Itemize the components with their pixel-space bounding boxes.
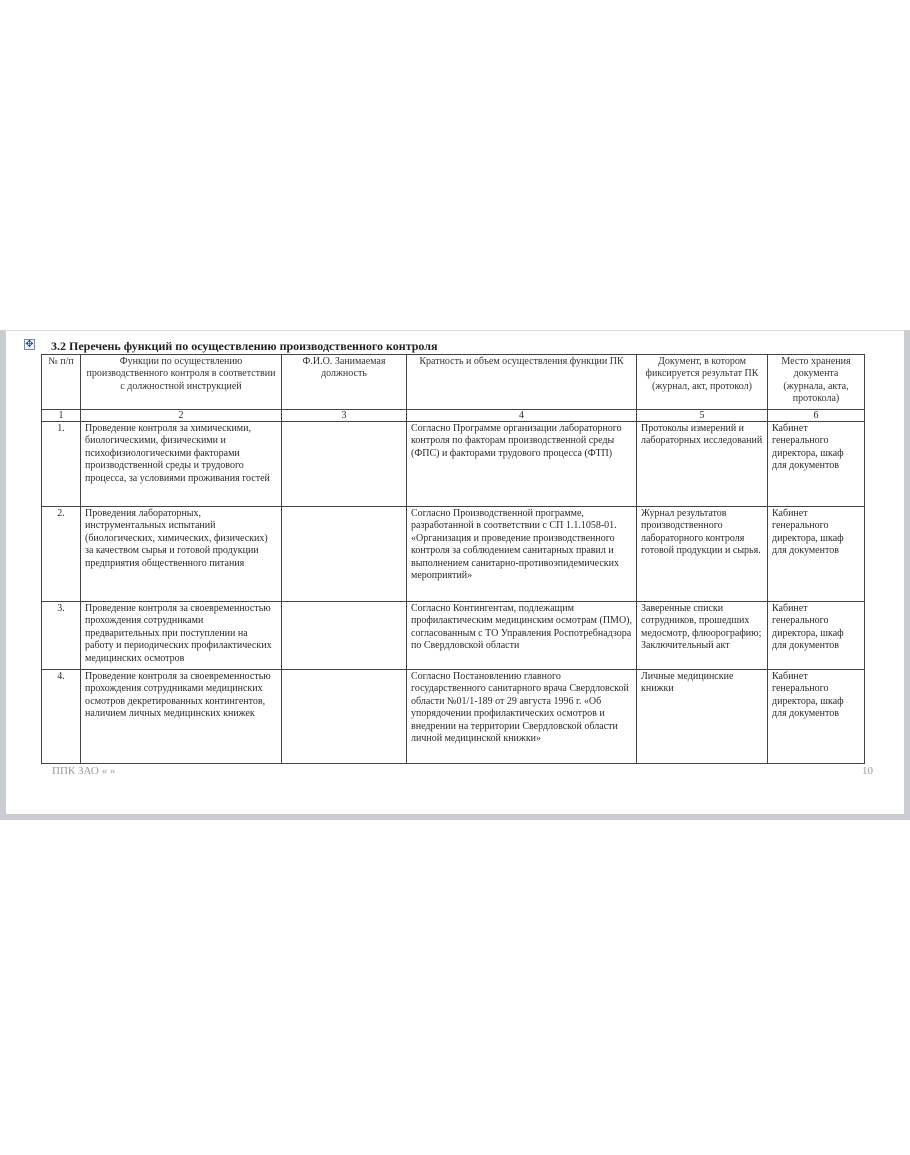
- table-header-row: [42, 355, 865, 410]
- row-frequency: Согласно Программе организации лабораторного контроля по факторам производственной среды (ФПС) и факторами трудового процесса (ФТП): [407, 422, 637, 507]
- row-frequency: Согласно Постановлению главного государственного санитарного врача Свердловской области №01/1-189 от 29 августа 1996 г. «Об упорядочении профилактических осмотров и внедрении на территории Свердловской области личной медицинской книжки»: [407, 670, 637, 764]
- row-document: Личные медицинские книжки: [637, 670, 768, 764]
- row-function: Проведение контроля за химическими, биологическими, физическими и психофизиологическими факторами производственной среды и трудового процесса, за условиями проживания гостей: [81, 422, 282, 507]
- table-row: [42, 422, 865, 507]
- row-function: Проведения лабораторных, инструментальных испытаний (биологических, химических, физических) за качеством сырья и готовой продукции предприятия общественного питания: [81, 507, 282, 602]
- column-number-row: [42, 410, 865, 422]
- column-number: 4: [407, 410, 637, 422]
- row-person: [282, 422, 407, 507]
- row-frequency: Согласно Производственной программе, разработанной в соответствии с СП 1.1.1058-01. «Организация и проведение производственного контроля за соблюдением санитарных правил и выполнением санитарно-противоэпидемических мероприятий»: [407, 507, 637, 602]
- table-row: [42, 602, 865, 670]
- section-heading: 3.2 Перечень функций по осуществлению производственного контроля: [51, 339, 438, 353]
- row-document: Протоколы измерений и лабораторных исследований: [637, 422, 768, 507]
- row-storage: Кабинет генерального директора, шкаф для документов: [768, 507, 865, 602]
- move-handle-icon[interactable]: ✥: [25, 339, 34, 350]
- footer-company: ППК ЗАО « »: [52, 765, 116, 777]
- row-number: 4.: [42, 670, 81, 764]
- row-person: [282, 670, 407, 764]
- column-number: 2: [81, 410, 282, 422]
- row-function: Проведение контроля за своевременностью прохождения сотрудниками предварительных при поступлении на работу и периодических профилактических медицинских осмотров: [81, 602, 282, 670]
- header-document: Документ, в котором фиксируется результат ПК (журнал, акт, протокол): [637, 355, 768, 410]
- row-number: 3.: [42, 602, 81, 670]
- row-storage: Кабинет генерального директора, шкаф для документов: [768, 422, 865, 507]
- row-person: [282, 602, 407, 670]
- header-storage: Место хранения документа (журнала, акта, протокола): [768, 355, 865, 410]
- column-number: 3: [282, 410, 407, 422]
- column-number: 1: [42, 410, 81, 422]
- header-number: № п/п: [42, 355, 81, 410]
- row-document: Заверенные списки сотрудников, прошедших медосмотр, флюорографию; Заключительный акт: [637, 602, 768, 670]
- row-storage: Кабинет генерального директора, шкаф для документов: [768, 670, 865, 764]
- column-number: 6: [768, 410, 865, 422]
- header-function: Функции по осуществлению производственного контроля в соответствии с должностной инструкцией: [81, 355, 282, 410]
- row-storage: Кабинет генерального директора, шкаф для документов: [768, 602, 865, 670]
- row-number: 1.: [42, 422, 81, 507]
- header-frequency: Кратность и объем осуществления функции ПК: [407, 355, 637, 410]
- row-function: Проведение контроля за своевременностью прохождения сотрудниками медицинских осмотров декретированных контингентов, наличием личных медицинских книжек: [81, 670, 282, 764]
- functions-table: [41, 354, 865, 764]
- row-document: Журнал результатов производственного лабораторного контроля готовой продукции и сырья.: [637, 507, 768, 602]
- row-number: 2.: [42, 507, 81, 602]
- column-number: 5: [637, 410, 768, 422]
- table-row: [42, 670, 865, 764]
- row-frequency: Согласно Контингентам, подлежащим профилактическим медицинским осмотрам (ПМО), согласованным с ТО Управления Роспотребнадзора по Свердловской области: [407, 602, 637, 670]
- row-person: [282, 507, 407, 602]
- page-number: 10: [862, 765, 873, 777]
- table-row: [42, 507, 865, 602]
- header-person: Ф.И.О. Занимаемая должность: [282, 355, 407, 410]
